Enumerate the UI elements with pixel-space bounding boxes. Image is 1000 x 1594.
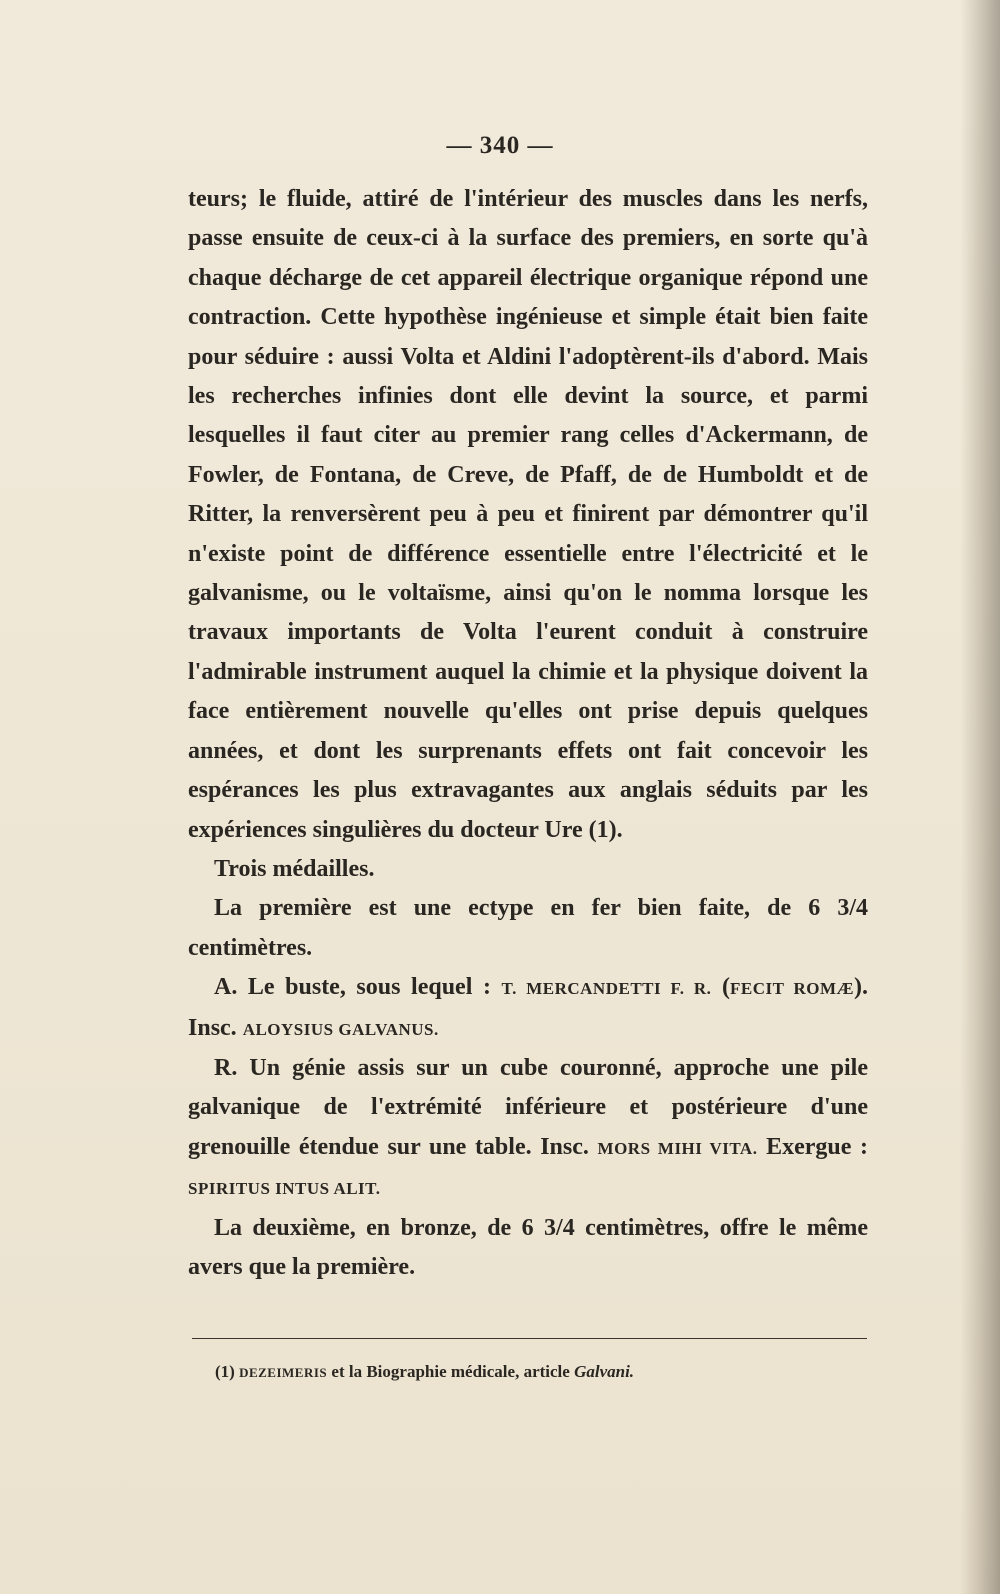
reverse-text-a: R. Un génie assis sur un cube couronné, approche une pile galvanique de l'extrémité inférieure et postérieure d'une grenouille étendue sur une table. Insc. bbox=[188, 1054, 868, 1160]
reverse-text-b: Exergue : bbox=[766, 1133, 869, 1160]
fecit-romae: FECIT ROMÆ bbox=[729, 979, 855, 999]
paragraph-second-medal: La deuxième, en bronze, de 6 3/4 centimètres, offre le même avers que la première. bbox=[188, 1214, 868, 1280]
footnote-title: Galvani. bbox=[574, 1362, 635, 1381]
obverse-text-c: ). Insc. bbox=[188, 974, 869, 1041]
paragraph-obverse bbox=[188, 968, 868, 1049]
paragraph-medals-heading: Trois médailles. bbox=[214, 855, 375, 882]
paragraph-reverse bbox=[188, 1049, 868, 1209]
footnote-author: DEZEIMERIS bbox=[239, 1365, 328, 1380]
footnote-text: et la Biographie médicale, article bbox=[331, 1362, 570, 1381]
obverse-inscription: ALOYSIUS GALVANUS. bbox=[242, 1019, 439, 1039]
footnote-divider bbox=[192, 1338, 867, 1339]
obverse-paren-open: ( bbox=[721, 974, 730, 1001]
page-number: — 340 — bbox=[446, 132, 554, 159]
paragraph-first-medal: La première est une ectype en fer bien faite, de 6 3/4 centimètres. bbox=[188, 895, 868, 961]
paragraph-continuation: teurs; le fluide, attiré de l'intérieur des muscles dans les nerfs, passe ensuite de ceux-ci à la surface des premiers, en sorte qu'à chaque décharge de cet appareil électrique organique répond une contraction. Cette hypothèse ingénieuse et simple était bien faite pour séduire : aussi Volta et Aldini l'adoptèrent-ils d'abord. Mais les recherches infinies dont elle devint la source, et parmi lesquelles il faut citer au premier rang celles d'Ackermann, de Fowler, de Fontana, de Creve, de Pfaff, de de Humboldt et de Ritter, la renversèrent peu à peu et finirent par démontrer qu'il n'existe point de différence essentielle entre l'électricité et le galvanisme, ou le voltaïsme, ainsi qu'on le nomma lorsque les travaux importants de Volta l'eurent conduit à construire l'admirable instrument auquel la chimie et la physique doivent la face entièrement nouvelle qu'elles ont prise depuis quelques années, et dont les surprenants effets ont fait concevoir les espérances les plus extravagantes aux anglais séduits par les expériences singulières du docteur Ure (1). bbox=[188, 186, 868, 843]
engraver-signature: T. MERCANDETTI F. R. bbox=[501, 979, 712, 999]
body-text bbox=[188, 180, 868, 1287]
footnote-marker: (1) bbox=[215, 1362, 235, 1381]
obverse-text-a: A. Le buste, sous lequel : bbox=[214, 974, 491, 1001]
exergue-inscription: SPIRITUS INTUS ALIT. bbox=[188, 1179, 381, 1199]
footnote bbox=[215, 1362, 865, 1382]
reverse-inscription: MORS MIHI VITA. bbox=[597, 1138, 758, 1158]
